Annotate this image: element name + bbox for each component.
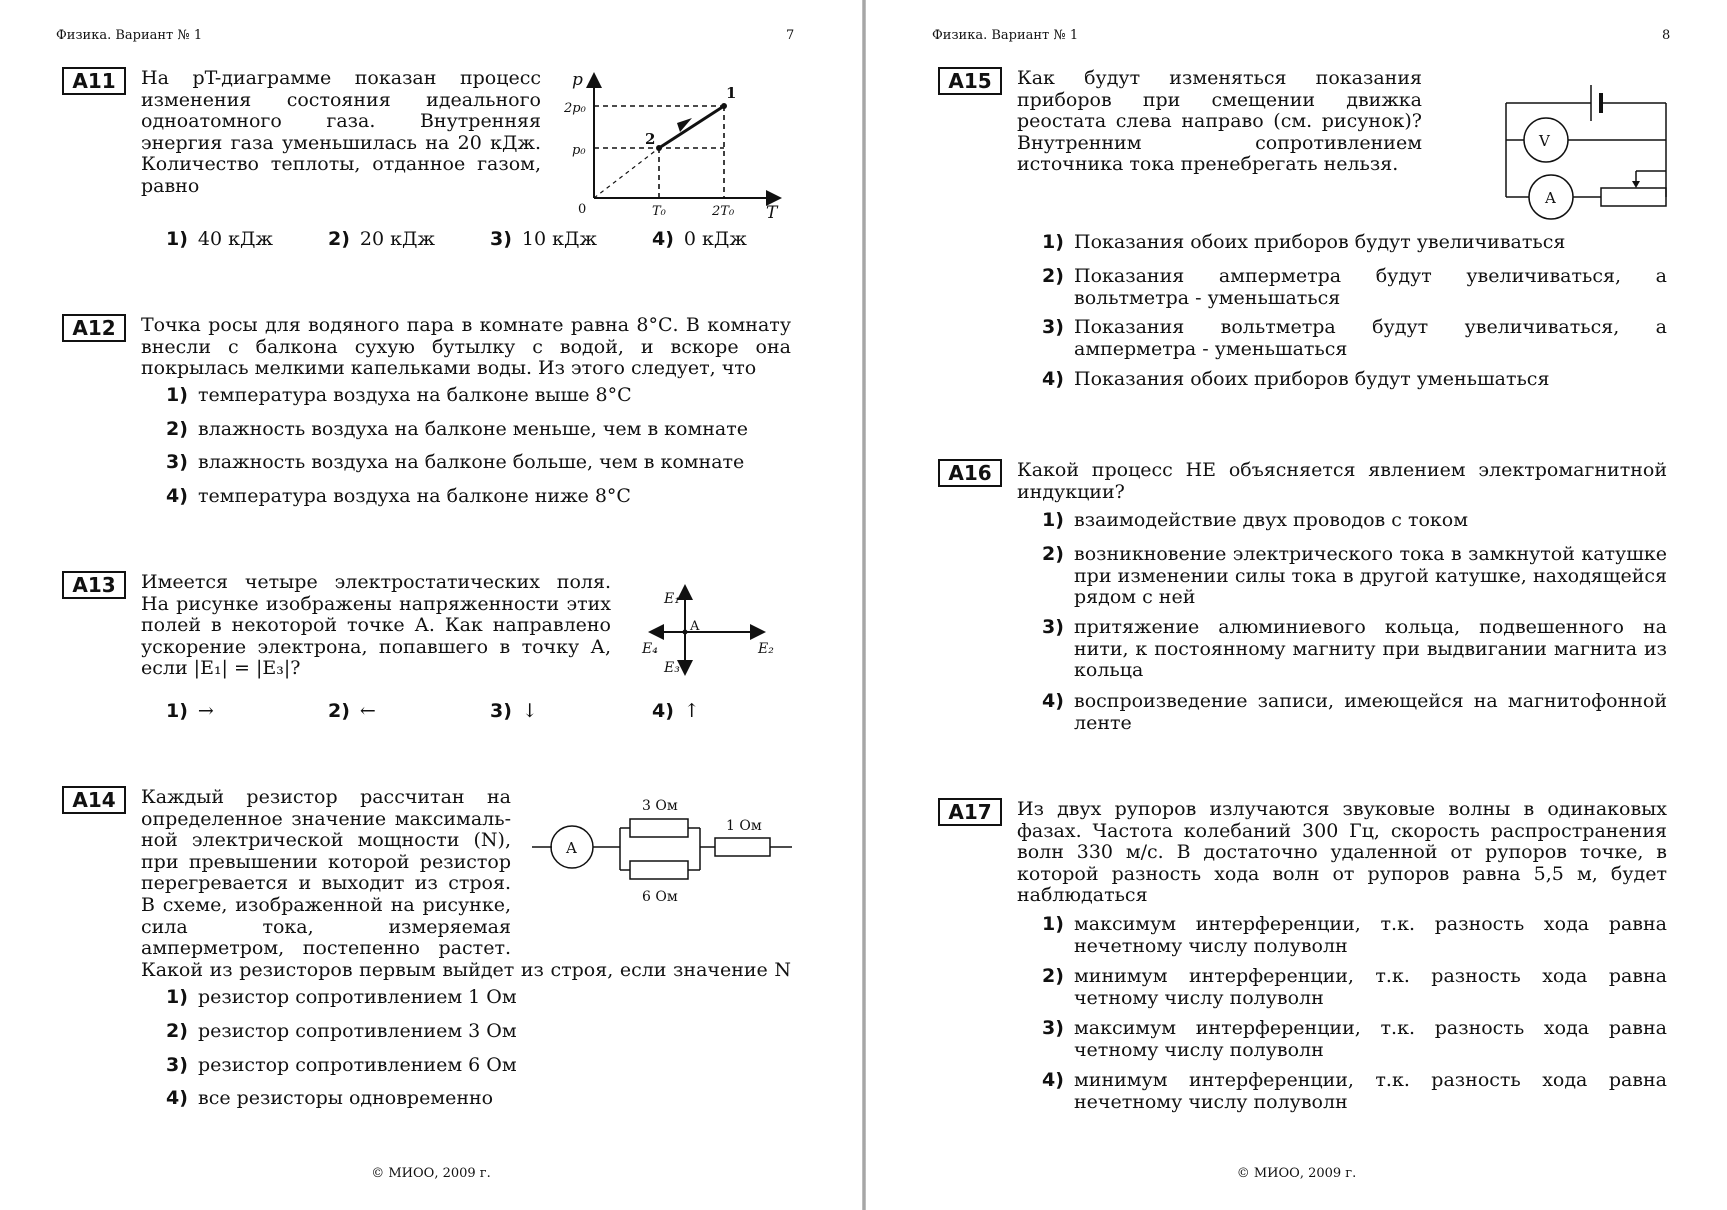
resistor-6-ohm [630,861,688,879]
option-a17-2[interactable]: 2) минимум интерференции, т.к. разность хода равна четному числу полуволн [1042,965,1667,1009]
question-text-a13-body: Имеется четыре электростатических поля. На рисунке изображены напряженности этих полей в некоторой точке А. Как направлено ускорение электрона, попавшего в точку А, если [141,571,611,680]
point-2-label: 2 [645,130,656,148]
option-a14-2[interactable]: 2) резистор сопротивлением 3 Ом [166,1020,517,1042]
page-header: Физика. Вариант № 1 [932,28,1079,43]
option-a17-1[interactable]: 1) максимум интерференции, т.к. разность хода равна нечетному числу полуволн [1042,913,1667,957]
option-a12-4[interactable]: 4) температура воздуха на балконе ниже 8°С [166,485,631,507]
question-text-a16: Какой процесс НЕ объясняется явлением электромагнитной индукции? [1017,459,1667,503]
question-text-a13 [141,572,611,680]
resistor-3-ohm [630,819,688,837]
option-a14-1[interactable]: 1) резистор сопротивлением 1 Ом [166,986,517,1008]
point-1-label: 1 [726,84,737,102]
option-a12-2[interactable]: 2) влажность воздуха на балконе меньше, чем в комнате [166,418,749,440]
page-header: Физика. Вариант № 1 [56,28,203,43]
tick-2t0: 2T₀ [712,204,735,218]
option-a11-4[interactable]: 4) 0 кДж [652,228,747,250]
question-a13-condition: |E₁| = |E₃|? [193,657,301,680]
vector-label-e1: E₁ [664,591,680,607]
option-a14-3[interactable]: 3) резистор сопротивлением 6 Ом [166,1054,517,1076]
resistor-label-3: 3 Ом [642,798,678,814]
option-a16-1[interactable]: 1) взаимодействие двух проводов с током [1042,509,1468,531]
option-a13-2[interactable]: 2) ← [328,700,376,722]
option-a12-3[interactable]: 3) влажность воздуха на балконе больше, чем в комнате [166,451,745,473]
axis-label-p: p [572,70,583,90]
question-label-a11: A11 [62,67,126,95]
field-vectors-diagram [630,580,780,685]
ammeter-label: A [1545,189,1556,207]
option-a11-2[interactable]: 2) 20 кДж [328,228,435,250]
option-a13-1[interactable]: 1) → [166,700,214,722]
page-left [0,0,862,1210]
page-number: 7 [786,28,795,43]
option-a15-2[interactable]: 2) Показания амперметра будут увеличиваться, а вольтметра - уменьшаться [1042,265,1667,309]
question-text-a11: На pT-диаграмме показан процесс изменения состояния идеального одноатомного газа. Внутренняя энергия газа уменьшилась на 20 кДж. Количество теплоты, отданное газом, равно [141,67,541,197]
tick-t0: T₀ [652,204,666,218]
option-a16-2[interactable]: 2) возникновение электрического тока в замкнутой катушке при изменении силы тока в другой катушке, находящейся рядом с ней [1042,543,1667,609]
page-number: 8 [1662,28,1671,43]
tick-p0: p₀ [572,143,586,158]
option-a11-3[interactable]: 3) 10 кДж [490,228,597,250]
option-a12-1[interactable]: 1) температура воздуха на балконе выше 8°С [166,384,632,406]
ammeter-label: A [566,839,577,857]
a14-circuit-diagram [530,795,795,910]
option-a11-1[interactable]: 1) 40 кДж [166,228,273,250]
option-a15-3[interactable]: 3) Показания вольтметра будут увеличиваться, а амперметра - уменьшаться [1042,316,1667,360]
question-label-a15: A15 [938,67,1002,95]
option-a17-4[interactable]: 4) минимум интерференции, т.к. разность хода равна нечетному числу полуволн [1042,1069,1667,1113]
axis-label-t: T [766,203,778,218]
option-a16-4[interactable]: 4) воспроизведение записи, имеющейся на магнитофонной ленте [1042,690,1667,734]
question-label-a12: A12 [62,314,126,342]
rheostat [1601,188,1666,206]
tick-2p0: 2p₀ [564,101,586,116]
vector-label-e4: E₄ [642,641,658,657]
question-text-a15: Как будут изменяться показания приборов при смещении движка реостата слева направо (см. рисунок)? Внутренним сопротивлением источника тока пренебрегать нельзя. [1017,67,1422,176]
question-label-a17: A17 [938,798,1002,826]
option-a13-4[interactable]: 4) ↑ [652,700,700,722]
question-text-a12: Точка росы для водяного пара в комнате равна 8°С. В комнату внесли с балкона сухую бутылку с водой, и вскоре она покрылась мелкими капельками воды. Из этого следует, что [141,314,791,380]
page-footer: © МИОО, 2009 г. [1236,1166,1357,1181]
question-label-a14: A14 [62,786,126,814]
vector-label-e3: E₃ [664,660,680,676]
question-label-a13: A13 [62,571,126,599]
option-a13-3[interactable]: 3) ↓ [490,700,538,722]
resistor-1-ohm [715,838,770,856]
voltmeter-label: V [1539,132,1550,150]
option-a14-4[interactable]: 4) все резисторы одновременно [166,1087,494,1109]
option-a17-3[interactable]: 3) максимум интерференции, т.к. разность хода равна четному числу полуволн [1042,1017,1667,1061]
question-text-a17: Из двух рупоров излучаются звуковые волны в одинаковых фазах. Частота колебаний 300 Гц, скорость распространения волн 330 м/с. В достаточно удаленной от рупоров точке, в которой разность хода волн от рупоров равна 5,5 м, будет наблюдаться [1017,798,1667,907]
origin-label: 0 [578,202,587,217]
page-right [866,0,1727,1210]
pt-diagram [560,68,790,218]
option-a15-4[interactable]: 4) Показания обоих приборов будут уменьшаться [1042,368,1550,390]
resistor-label-1: 1 Ом [726,818,762,834]
option-a16-3[interactable]: 3) притяжение алюминиевого кольца, подвешенного на нити, к постоянному магниту при выдвигании магнита из кольца [1042,616,1667,682]
option-a15-1[interactable]: 1) Показания обоих приборов будут увеличиваться [1042,231,1566,253]
a15-circuit-diagram [1501,65,1671,225]
point-a-label: A [690,619,700,634]
question-label-a16: A16 [938,459,1002,487]
page-footer: © МИОО, 2009 г. [371,1166,491,1181]
resistor-label-6: 6 Ом [642,889,678,905]
vector-label-e2: E₂ [758,641,774,657]
question-text-a14-body: Каждый резистор рассчитан на определенное значение максималь-ной электрической мощности (N), при превышении которой резистор перегревается и выходит из строя. В схеме, изображенной на рисунке, сила тока, измеряемая амперметром, постепенно растет. Какой из резисторов первым выйдет из строя, если значение N [141,787,791,981]
process-line [659,106,724,148]
